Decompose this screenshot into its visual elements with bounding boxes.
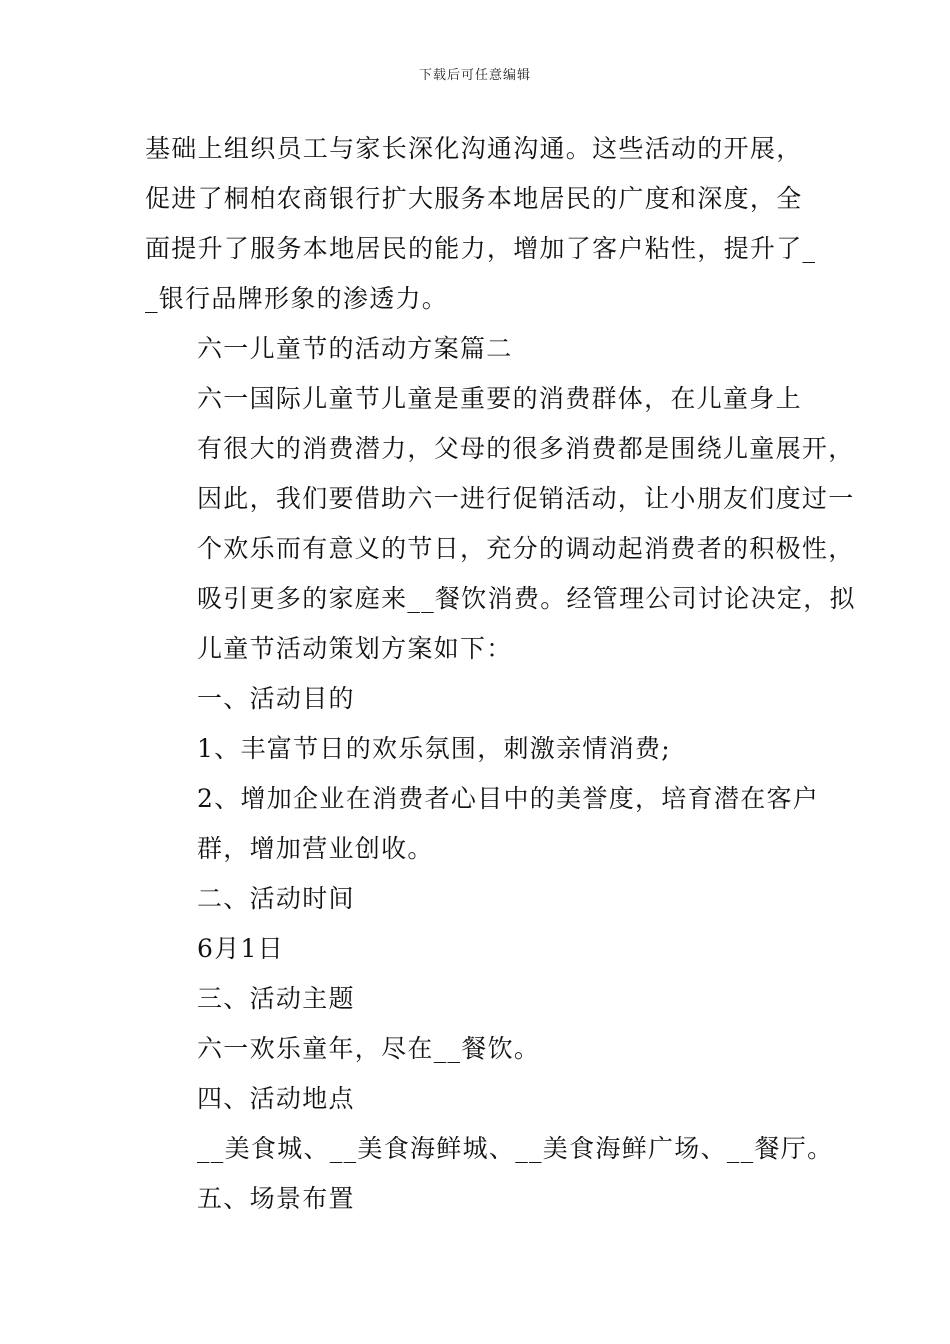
text-line: 有很大的消费潜力，父母的很多消费都是围绕儿童展开， [197, 434, 855, 463]
page-header: 下载后可任意编辑 [418, 68, 531, 83]
document-body [145, 124, 856, 1224]
text-line: 三、活动主题 [197, 984, 355, 1013]
text-line: 六一欢乐童年，尽在__餐饮。 [197, 1034, 541, 1063]
text-line: 6月1日 [197, 934, 285, 963]
paragraph-p6 [145, 774, 820, 874]
paragraph-p1 [145, 124, 817, 324]
text-line: 基础上组织员工与家长深化沟通沟通。这些活动的开展， [145, 134, 803, 163]
paragraph-p13 [145, 1174, 810, 1224]
paragraph-p2 [145, 324, 810, 374]
text-line: 群，增加营业创收。 [197, 834, 434, 863]
text-line: 六一国际儿童节儿童是重要的消费群体，在儿童身上 [197, 384, 802, 413]
text-line: 一、活动目的 [197, 684, 355, 713]
text-line: 五、场景布置 [197, 1184, 355, 1213]
text-line: 面提升了服务本地居民的能力，增加了客户粘性，提升了_ [145, 234, 817, 263]
text-line: 1、丰富节日的欢乐氛围，刺激亲情消费; [197, 734, 672, 763]
paragraph-p11 [145, 1074, 810, 1124]
text-line: 促进了桐柏农商银行扩大服务本地居民的广度和深度，全 [145, 184, 803, 213]
text-line: 吸引更多的家庭来__餐饮消费。经管理公司讨论决定，拟 [197, 584, 856, 613]
paragraph-p9 [145, 974, 810, 1024]
text-line: __美食城、__美食海鲜城、__美食海鲜广场、__餐厅。 [197, 1134, 834, 1163]
text-line: 2、增加企业在消费者心目中的美誉度，培育潜在客户 [197, 784, 820, 813]
text-line: _银行品牌形象的渗透力。 [145, 284, 449, 313]
text-line: 六一儿童节的活动方案篇二 [197, 334, 513, 363]
paragraph-p10 [145, 1024, 810, 1074]
paragraph-p3 [145, 374, 856, 674]
text-line: 二、活动时间 [197, 884, 355, 913]
text-line: 个欢乐而有意义的节日，充分的调动起消费者的积极性， [197, 534, 855, 563]
text-line: 儿童节活动策划方案如下： [197, 634, 513, 663]
paragraph-p5 [145, 724, 810, 774]
paragraph-p7 [145, 874, 810, 924]
paragraph-p8 [145, 924, 810, 974]
paragraph-p12 [145, 1124, 834, 1174]
text-line: 因此，我们要借助六一进行促销活动，让小朋友们度过一 [197, 484, 855, 513]
text-line: 四、活动地点 [197, 1084, 355, 1113]
paragraph-p4 [145, 674, 810, 724]
